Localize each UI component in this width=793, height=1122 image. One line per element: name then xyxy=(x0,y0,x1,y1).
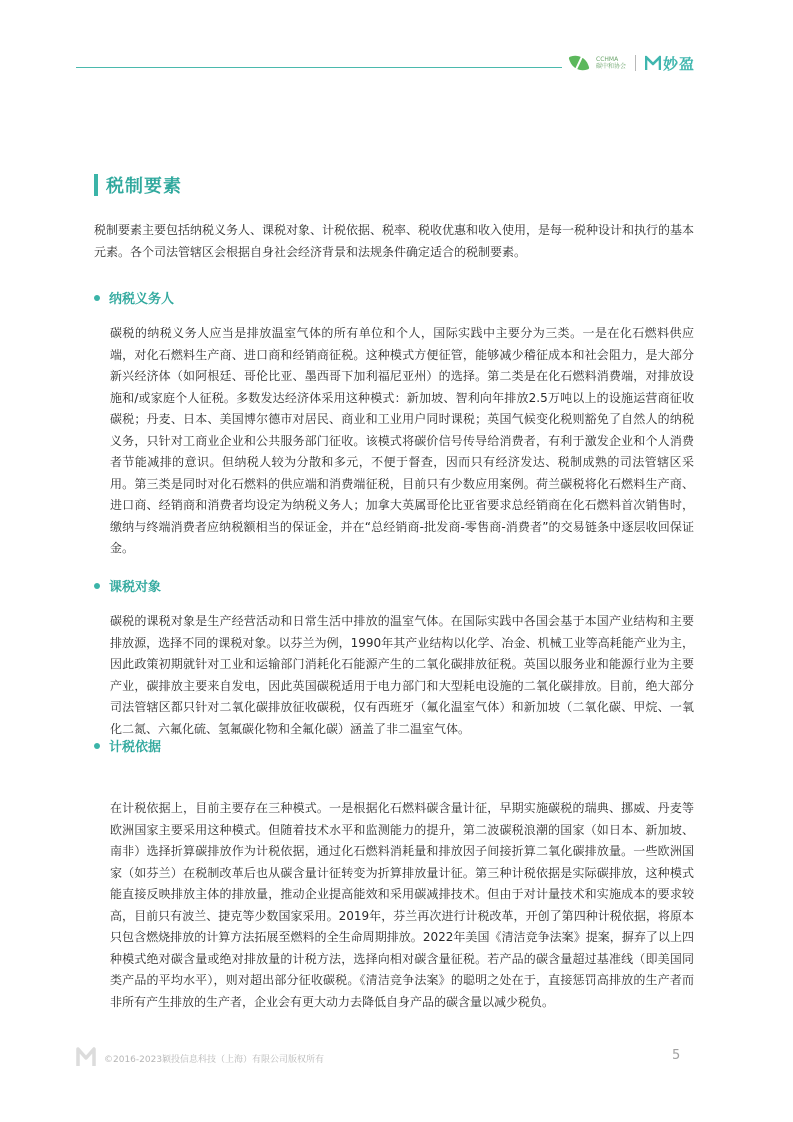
footer-m-logo-icon xyxy=(76,1046,96,1068)
header-logos xyxy=(568,52,695,74)
bullet-dot-icon xyxy=(94,583,100,589)
footer-copyright: ©2016-2023颖投信息科技（上海）有限公司版权所有 xyxy=(104,1055,325,1065)
miaoying-logo xyxy=(645,53,695,74)
tax-basis-paragraph: 在计税依据上，目前主要存在三种模式。一是根据化石燃料碳含量计征，早期实施碳税的瑞典、挪威、丹麦等欧洲国家主要采用这种模式。但随着技术水平和监测能力的提升，第二波碳税浪潮的国家（如日本、新加坡、南非）选择折算碳排放作为计税依据，通过化石燃料消耗量和排放因子间接折算二氧化碳排放量。一些欧洲国家（如芬兰）在税制改革后也从碳含量计征转变为折算排放量计征。第三种计税依据是实际碳排放，这种模式能直接反映排放主体的排放量，推动企业提高能效和采用碳减排技术。但由于对计量技术和实施成本的要求较高，目前只有波兰、捷克等少数国家采用。2019年，芬兰再次进行计税改革，开创了第四种计税依据，将原本只包含燃烧排放的计算方法拓展至燃料的全生命周期排放。2022年美国《清洁竞争法案》提案，摒弃了以上四种模式绝对碳含量或绝对排放量的计税方法，选择向相对碳含量征税。若产品的碳含量超过基准线（即美国同类产品的平均水平），则对超出部分征收碳税。《清洁竞争法案》的聪明之处在于，直接惩罚高排放的生产者而非所有产生排放的生产者，企业会有更大动力去降低自身产品的碳含量以减少税负。 xyxy=(110,801,694,1009)
header-divider-line xyxy=(76,67,562,68)
cchma-logo-text: CCHMA 碳中和协会 xyxy=(596,56,627,70)
bullet-dot-icon xyxy=(94,743,100,749)
tax-object-paragraph: 碳税的课税对象是生产经营活动和日常生活中排放的温室气体。在国际实践中各国会基于本国产业结构和主要排放源，选择不同的课税对象。以芬兰为例，1990年其产业结构以化学、冶金、机械工业等高耗能产业为主，因此政策初期就针对工业和运输部门消耗化石能源产生的二氧化碳排放征税。英国以服务业和能源行业为主要产业，碳排放主要来自发电，因此英国碳税适用于电力部门和大型耗电设施的二氧化碳排放。目前，绝大部分司法管辖区都只针对二氧化碳排放征收碳税，仅有西班牙（氟化温室气体）和新加坡（二氧化碳、甲烷、一氧化二氮、六氟化硫、氢氟碳化物和全氟化碳）涵盖了非二温室气体。 xyxy=(110,614,694,736)
logo-divider xyxy=(635,55,636,71)
subsection-heading-tax-object: 课税对象 xyxy=(94,576,161,595)
miaoying-logo-text: 妙盈 xyxy=(663,54,696,73)
taxpayer-paragraph: 碳税的纳税义务人应当是排放温室气体的所有单位和个人，国际实践中主要分为三类。一是在化石燃料供应端，对化石燃料生产商、进口商和经销商征税。这种模式方便征管，能够减少稽征成本和社会阻力，是大部分新兴经济体（如阿根廷、哥伦比亚、墨西哥下加利福尼亚州）的选择。第二类是在化石燃料消费端，对排放设施和/或家庭个人征税。多数发达经济体采用这种模式：新加坡、智利向年排放2.5万吨以上的设施运营商征收碳税；丹麦、日本、美国博尔德市对居民、商业和工业用户同时课税；英国气候变化税则豁免了自然人的纳税义务，只针对工商业企业和公共服务部门征收。该模式将碳价信号传导给消费者，有利于激发企业和个人消费者节能减排的意识。但纳税人较为分散和多元，不便于督查，因而只有经济发达、税制成熟的司法管辖区采用。第三类是同时对化石燃料的供应端和消费端征税，目前只有少数应用案例。荷兰碳税将化石燃料生产商、进口商、经销商和消费者均设定为纳税义务人；加拿大英属哥伦比亚省要求总经销商在化石燃料首次销售时，缴纳与终端消费者应纳税额相当的保证金，并在“总经销商-批发商-零售商-消费者”的交易链条中逐层收回保证金。 xyxy=(110,326,694,555)
title-accent-bar xyxy=(94,174,98,196)
subsection-heading-tax-basis: 计税依据 xyxy=(94,736,161,755)
intro-paragraph: 税制要素主要包括纳税义务人、课税对象、计税依据、税率、税收优惠和收入使用，是每一税种设计和执行的基本元素。各个司法管辖区会根据自身社会经济背景和法规条件确定适合的税制要素。 xyxy=(94,223,695,259)
page-number: 5 xyxy=(672,1048,681,1063)
section-title-text: 税制要素 xyxy=(106,176,182,197)
subsection-heading-taxpayer: 纳税义务人 xyxy=(94,288,174,307)
m-logo-icon xyxy=(645,55,661,71)
bullet-dot-icon xyxy=(94,295,100,301)
cchma-leaf-logo xyxy=(568,52,590,74)
section-title xyxy=(94,172,182,198)
